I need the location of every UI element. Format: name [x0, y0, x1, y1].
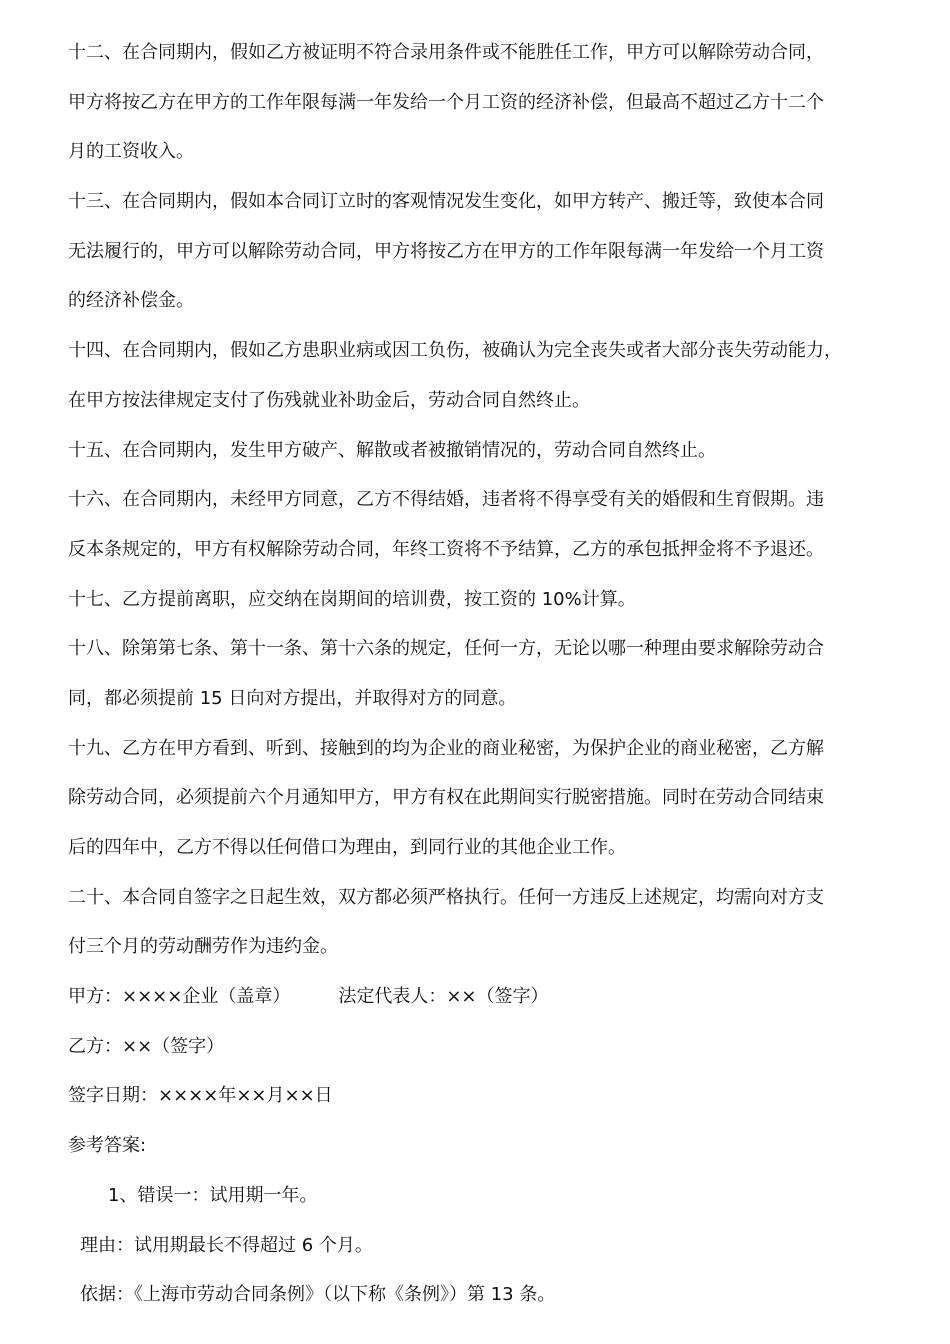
clause-line: 十七、乙方提前离职，应交纳在岗期间的培训费，按工资的 10%计算。: [68, 588, 636, 610]
signature-party-b-row: [68, 1022, 888, 1072]
clause-15: [68, 426, 888, 476]
clause-line: 的经济补偿金。: [68, 290, 194, 312]
answer-reason-row: [68, 1221, 888, 1271]
clause-19: [68, 724, 888, 873]
signature-party-a-row: [68, 972, 888, 1022]
answer-reason: 理由：试用期最长不得超过 6 个月。: [80, 1234, 373, 1256]
clause-17: [68, 575, 888, 625]
clause-line: 二十、本合同自签字之日起生效，双方都必须严格执行。任何一方违反上述规定，均需向对方支: [68, 886, 824, 908]
clause-line: 十六、在合同期内，未经甲方同意，乙方不得结婚，违者将不得享受有关的婚假和生育假期。违: [68, 489, 824, 511]
party-b-signature: 乙方：××（签字）: [68, 1035, 225, 1057]
answer-basis: 依据：《上海市劳动合同条例》（以下称《条例》）第 13 条。: [80, 1284, 556, 1306]
answers-heading: 参考答案:: [68, 1135, 147, 1157]
signature-line: [68, 972, 888, 1022]
clause-line: 反本条规定的，甲方有权解除劳动合同，年终工资将不予结算，乙方的承包抵押金将不予退还。: [68, 538, 824, 560]
contract-body: [68, 28, 888, 1320]
answers-heading-row: [68, 1121, 888, 1171]
signature-date: 签字日期：××××年××月××日: [68, 1085, 333, 1107]
clause-line: 付三个月的劳动酬劳作为违约金。: [68, 936, 338, 958]
party-a-signature: 甲方：××××企业（盖章）: [68, 986, 291, 1008]
clause-line: 十八、除第第七条、第十一条、第十六条的规定，任何一方，无论以哪一种理由要求解除劳动合: [68, 638, 824, 660]
clause-20: [68, 873, 888, 972]
clause-line: 十二、在合同期内，假如乙方被证明不符合录用条件或不能胜任工作，甲方可以解除劳动合同，: [68, 42, 824, 63]
clause-line: 无法履行的，甲方可以解除劳动合同，甲方将按乙方在甲方的工作年限每满一年发给一个月工资: [68, 240, 824, 262]
clause-line: 十四、在合同期内，假如乙方患职业病或因工负伤，被确认为完全丧失或者大部分丧失劳动能力，: [68, 340, 842, 362]
clause-line: 后的四年中，乙方不得以任何借口为理由，到同行业的其他企业工作。: [68, 837, 626, 858]
answer-basis-row: [68, 1270, 888, 1320]
clause-13: [68, 177, 888, 326]
clause-line: 十五、在合同期内，发生甲方破产、解散或者被撤销情况的，劳动合同自然终止。: [68, 439, 716, 461]
clause-12: [68, 28, 888, 177]
clause-18: [68, 624, 888, 723]
clause-line: 月的工资收入。: [68, 141, 194, 163]
clause-14: [68, 326, 888, 425]
clause-line: 十九、乙方在甲方看到、听到、接触到的均为企业的商业秘密，为保护企业的商业秘密，乙方解: [68, 737, 824, 759]
clause-line: 除劳动合同，必须提前六个月通知甲方，甲方有权在此期间实行脱密措施。同时在劳动合同结束: [68, 787, 824, 809]
legal-representative-signature: 法定代表人：××（签字）: [338, 986, 549, 1008]
answer-item-1: 1、错误一：试用期一年。: [108, 1184, 318, 1206]
clause-line: 十三、在合同期内，假如本合同订立时的客观情况发生变化，如甲方转产、搬迁等，致使本合同: [68, 191, 824, 213]
signature-date-row: [68, 1071, 888, 1121]
clause-16: [68, 475, 888, 574]
clause-line: 甲方将按乙方在甲方的工作年限每满一年发给一个月工资的经济补偿，但最高不超过乙方十二个: [68, 91, 824, 113]
answer-item-1-row: [68, 1171, 888, 1221]
clause-line: 在甲方按法律规定支付了伤残就业补助金后，劳动合同自然终止。: [68, 389, 590, 411]
clause-line: 同，都必须提前 15 日向对方提出，并取得对方的同意。: [68, 687, 517, 709]
